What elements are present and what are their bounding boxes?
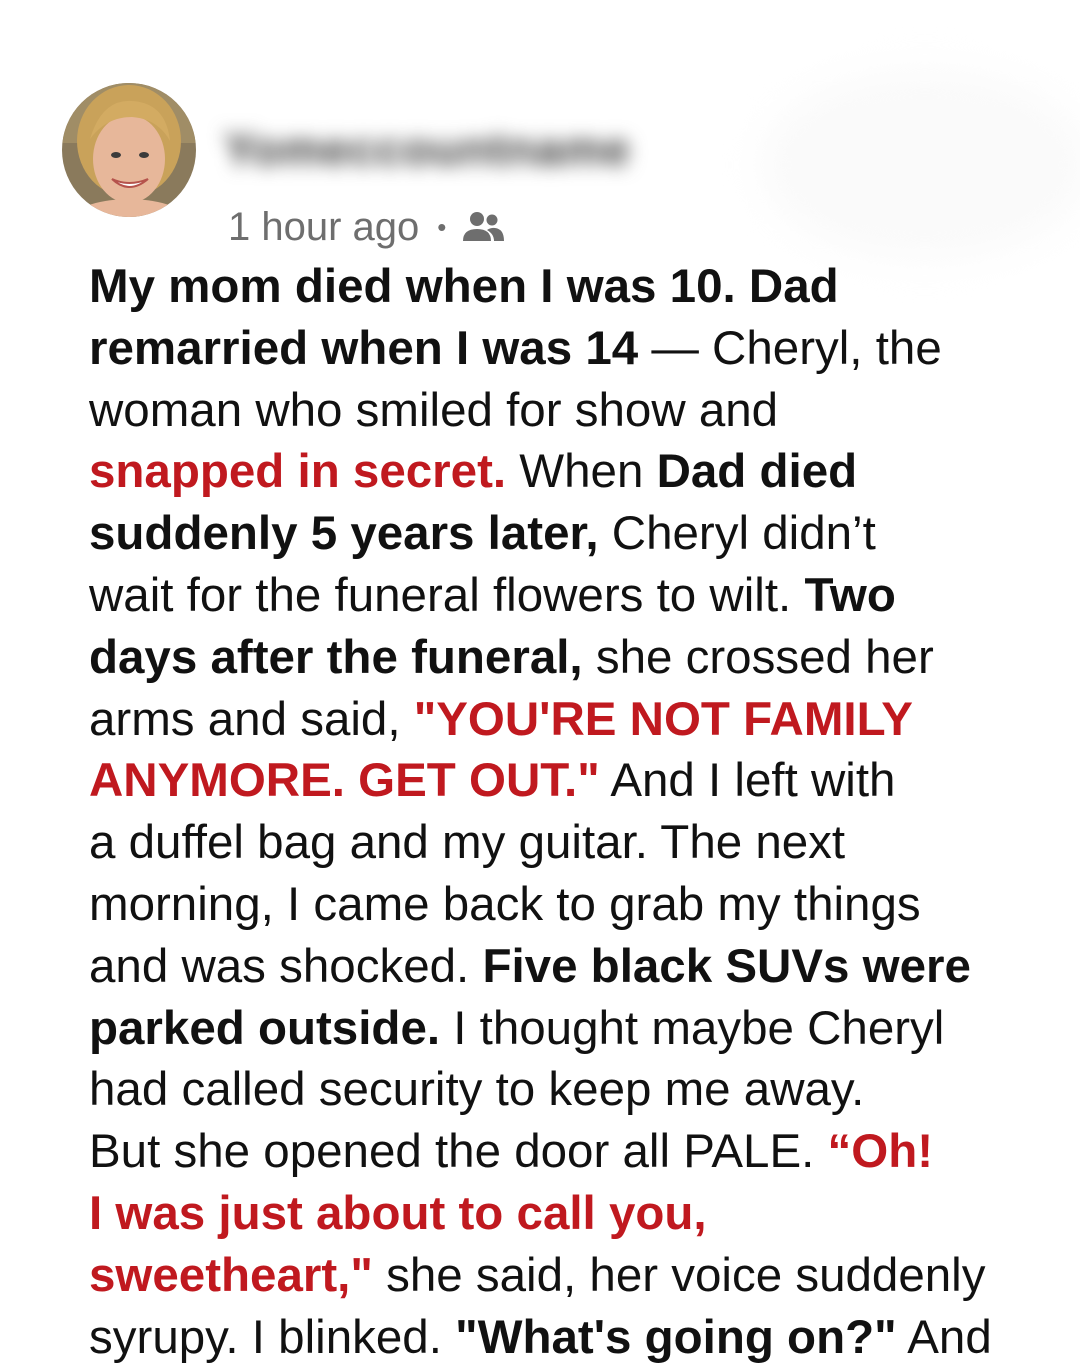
story-text: a duffel bag and my guitar. The next — [89, 816, 846, 870]
story-highlight: snapped in secret. — [89, 445, 507, 499]
story-line — [89, 689, 1049, 751]
story-text: and was shocked. — [89, 939, 483, 993]
story-text: And — [896, 1310, 992, 1364]
story-bold-text: remarried when I was 14 — [89, 321, 639, 375]
story-line — [89, 812, 1049, 874]
story-bold-text: "What's going on?" — [455, 1310, 897, 1364]
story-bold-text: Five black SUVs were — [482, 939, 971, 993]
story-bold-text: parked outside. — [89, 1001, 441, 1055]
story-highlight: sweetheart," — [89, 1248, 373, 1302]
story-line — [89, 1307, 1049, 1368]
story-highlight: "YOU'RE NOT FAMILY — [413, 692, 913, 746]
story-line — [89, 503, 1049, 565]
meta-separator: • — [437, 212, 447, 242]
story-line — [89, 565, 1049, 627]
story-bold-text: Dad died — [656, 445, 858, 499]
story-highlight: “Oh! — [827, 1125, 934, 1179]
story-line — [89, 256, 1049, 318]
story-line — [89, 998, 1049, 1060]
story-line — [89, 936, 1049, 998]
story-bold-text: Two — [804, 568, 896, 622]
story-text: When — [506, 445, 657, 499]
story-text: she crossed her — [582, 630, 934, 684]
story-text: she said, her voice suddenly — [372, 1248, 986, 1302]
background-glow — [760, 70, 1080, 260]
story-bold-text: My mom died when I was 10. Dad — [89, 260, 839, 313]
story-text: woman who smiled for show and — [89, 383, 779, 437]
story-line — [89, 627, 1049, 689]
story-highlight: ANYMORE. GET OUT." — [89, 754, 600, 808]
avatar-photo-icon — [62, 83, 196, 217]
author-name[interactable]: Yomeccountname — [224, 123, 631, 175]
post-meta — [228, 203, 506, 251]
story-text: syrupy. I blinked. — [89, 1310, 456, 1364]
story-line — [89, 380, 1049, 442]
story-text: Cheryl didn’t — [598, 507, 876, 561]
story-text: But she opened the door all PALE. — [89, 1125, 828, 1179]
friends-icon[interactable] — [460, 209, 506, 245]
story-line — [89, 874, 1049, 936]
author-avatar[interactable] — [62, 83, 196, 217]
story-bold-text: suddenly 5 years later, — [89, 507, 599, 561]
story-line — [89, 750, 1049, 812]
story-line — [89, 1121, 1049, 1183]
story-line — [89, 1183, 1049, 1245]
story-text: — Cheryl, the — [638, 321, 942, 375]
story-text: wait for the funeral flowers to wilt. — [89, 568, 805, 622]
post-story-text — [89, 256, 1049, 1368]
timestamp[interactable]: 1 hour ago — [228, 204, 420, 249]
story-highlight: I was just about to call you, — [89, 1186, 707, 1240]
story-line — [89, 441, 1049, 503]
story-bold-text: days after the funeral, — [89, 630, 583, 684]
story-text: I thought maybe Cheryl — [440, 1001, 945, 1055]
story-text: had called security to keep me away. — [89, 1063, 865, 1117]
story-text: morning, I came back to grab my things — [89, 877, 921, 931]
story-line — [89, 318, 1049, 380]
story-text: arms and said, — [89, 692, 414, 746]
story-line — [89, 1059, 1049, 1121]
story-text: And I left with — [599, 754, 896, 808]
story-line — [89, 1245, 1049, 1307]
